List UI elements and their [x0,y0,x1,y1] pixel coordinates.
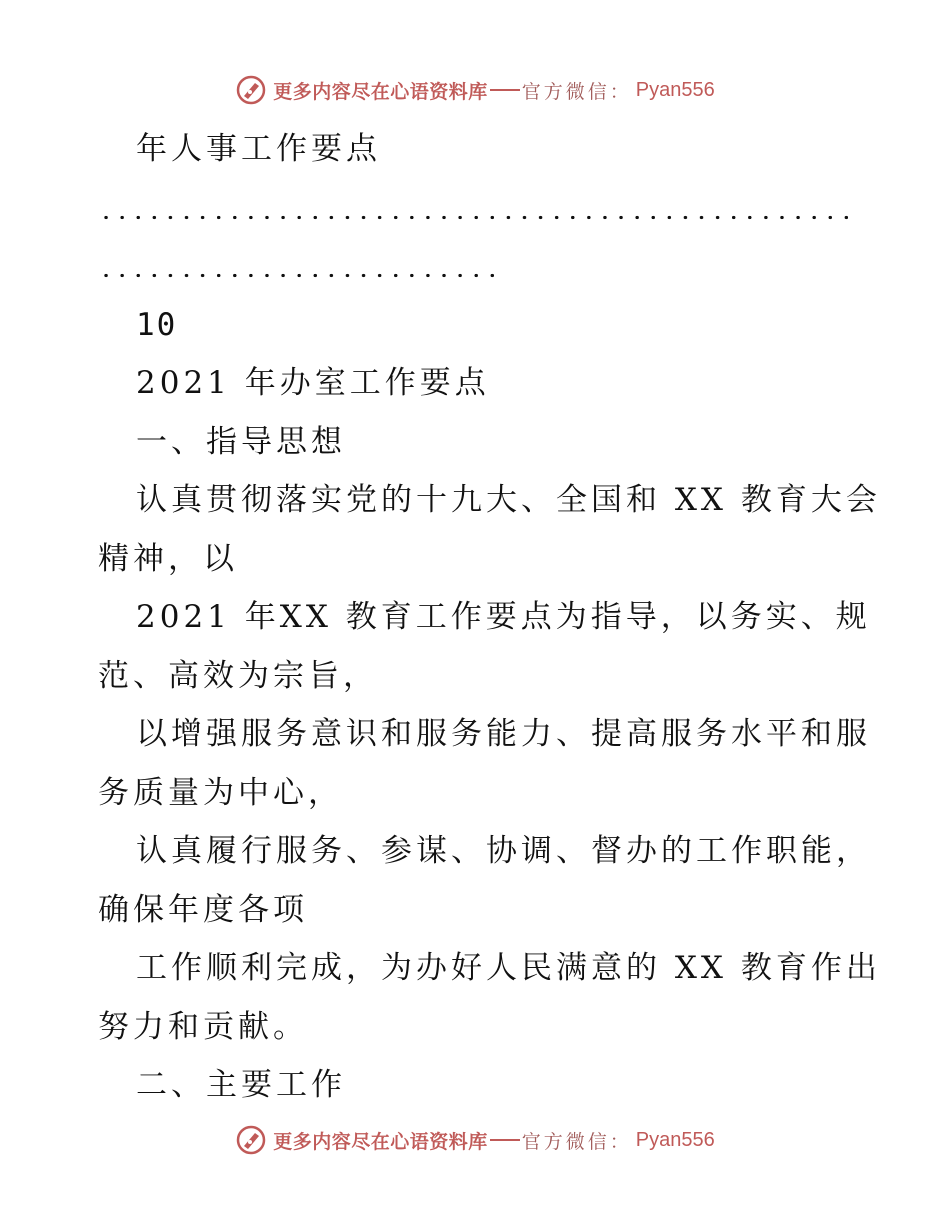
paragraph-line: 认真履行服务、参谋、协调、督办的工作职能， [136,833,871,869]
paragraph-line: 确保年度各项 [98,891,308,928]
pen-nib-circle-icon [235,74,267,106]
watermark-id: Pyan556 [635,78,715,101]
pen-nib-circle-icon [235,1124,267,1156]
watermark-dash [490,1139,520,1141]
document-body [98,120,881,1115]
dot-leader-line [98,237,858,296]
watermark-id: Pyan556 [635,1128,715,1151]
watermark-top [0,70,950,110]
watermark-dash [490,89,520,91]
page-number: 10 [136,306,178,343]
paragraph-line: 以增强服务意识和服务能力、提高服务水平和服 [136,716,871,752]
paragraph-line: 精神，以 [98,540,238,577]
paragraph-line: 范、高效为宗旨， [98,657,378,694]
paragraph-line: 务质量为中心， [98,774,343,811]
paragraph-line: 努力和贡献。 [98,1008,308,1045]
section-heading-guiding-thought: 一、指导思想 [136,423,346,460]
paragraph-line: 工作顺利完成，为办好人民满意的 XX 教育作出 [136,950,881,986]
paragraph-line: 认真贯彻落实党的十九大、全国和 XX 教育大会 [136,482,881,518]
paragraph-line: 2021 年XX 教育工作要点为指导，以务实、规 [136,599,871,635]
watermark-text: 更多内容尽在心语资料库 [273,80,488,103]
watermark-text: 更多内容尽在心语资料库 [273,1130,488,1153]
watermark-official-label: 官方微信： [521,80,632,103]
dot-leader-line [98,179,858,238]
watermark-bottom [0,1120,950,1160]
watermark-official-label: 官方微信： [521,1130,632,1153]
section-heading-main-work: 二、主要工作 [136,1067,346,1103]
heading-line: 年人事工作要点 [136,131,381,167]
section-title: 2021 年办室工作要点 [136,365,490,401]
